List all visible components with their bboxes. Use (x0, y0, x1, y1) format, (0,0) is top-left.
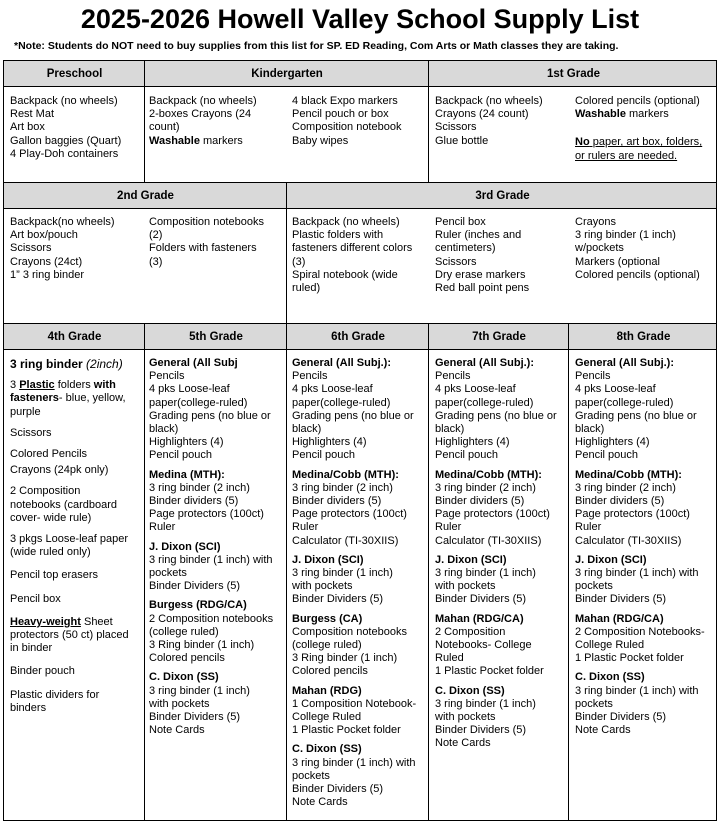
header-3rd-grade: 3rd Grade (287, 182, 717, 209)
list-item (575, 108, 715, 121)
list-item: 3 ring binder (1 inch) (435, 567, 536, 580)
list-item: 3 ring binder (1 inch) (149, 684, 250, 697)
list-item: Dry erase markers (435, 268, 526, 281)
grade7-list (435, 357, 567, 751)
emphasis: Washable (149, 134, 200, 147)
list-item: with pockets (435, 580, 496, 593)
list-item: Pencil pouch (435, 449, 498, 462)
list-item: Binder dividers (5) (575, 495, 665, 508)
list-item: Crayons (24pk only) (10, 464, 109, 477)
spacer (10, 559, 142, 569)
emphasis: Plastic (19, 379, 55, 392)
list-item: Backpack (no wheels) (10, 95, 118, 107)
page-title: 2025-2026 Howell Valley School Supply List (80, 4, 640, 34)
item-text: Sheet (80, 615, 113, 628)
list-item: Highlighters (4) (149, 436, 224, 449)
list-item: Pencils (149, 370, 185, 383)
item-text: paper, art box, folders, (589, 136, 703, 149)
list-item: notebooks (cardboard (10, 498, 118, 511)
list-item: Highlighters (4) (575, 436, 650, 449)
list-item: Ruler (575, 521, 602, 534)
list-item: 3 ring binder (1 inch) with (575, 684, 699, 697)
list-item: Note Cards (575, 724, 631, 737)
list-item: purple (10, 405, 41, 418)
spacer (10, 606, 142, 616)
list-item: protectors (50 ct) placed (10, 629, 129, 642)
item-text: folders (54, 379, 94, 392)
divider (286, 182, 287, 323)
list-item: 1” 3 ring binder (10, 268, 84, 281)
list-item: Pencil pouch (292, 449, 355, 462)
divider (428, 61, 429, 182)
list-item (10, 616, 142, 629)
list-item: 1 Composition Notebook- (292, 697, 417, 710)
emphasis: fasteners (10, 392, 59, 405)
section-heading: Medina/Cobb (MTH): (292, 468, 399, 481)
list-item: Crayons (575, 216, 616, 228)
item-text: 3 (10, 379, 20, 392)
list-item: Binder dividers (5) (292, 495, 382, 508)
list-item: Ruled (435, 652, 464, 665)
list-item: pockets (575, 697, 613, 710)
list-item: 4 pks Loose-leaf (292, 383, 373, 396)
list-item: Binder Dividers (5) (435, 593, 527, 606)
list-item: count) (149, 121, 180, 134)
divider (568, 323, 569, 821)
list-item: Scissors (435, 255, 477, 268)
list-item: Notebooks- College (435, 639, 532, 652)
list-item: 1 Plastic Pocket folder (292, 724, 401, 737)
list-item: Colored Pencils (10, 448, 88, 461)
item-text: (2inch) (82, 357, 123, 371)
list-item: 3 Ring binder (1 inch) (292, 652, 398, 665)
list-item: Rest Mat (10, 108, 55, 121)
list-item: Markers (optional (575, 255, 660, 268)
preschool-list (10, 95, 140, 161)
list-item: 1 Plastic Pocket folder (575, 652, 684, 665)
list-item: 3 ring binder (1 inch) with (575, 567, 699, 580)
list-item (575, 136, 715, 149)
list-item: Page protectors (100ct) (435, 508, 550, 521)
section-heading: J. Dixon (SCI) (149, 540, 221, 553)
list-item: Binder Dividers (5) (575, 711, 667, 724)
section-heading: C. Dixon (SS) (575, 671, 645, 684)
list-item: Ruler (149, 521, 176, 534)
list-item: pockets (149, 567, 187, 580)
list-item: (2) (149, 229, 163, 242)
supply-table (3, 60, 717, 821)
list-item: 3 ring binder (2 inch) (292, 481, 393, 494)
list-item: Folders with fasteners (149, 242, 257, 255)
list-item: (3) (149, 255, 163, 268)
header-preschool: Preschool (4, 61, 145, 87)
list-item: Binder pouch (10, 665, 75, 678)
list-item (10, 358, 142, 371)
item-text: markers (625, 108, 669, 121)
header-2nd-grade: 2nd Grade (4, 182, 287, 209)
list-item: Spiral notebook (wide (292, 268, 398, 281)
list-item (149, 135, 289, 148)
list-item: black) (435, 423, 465, 436)
list-item: 2 Composition notebooks (149, 612, 274, 625)
list-item: Note Cards (435, 737, 491, 750)
list-item: Calculator (TI-30XIIS) (435, 534, 542, 547)
list-item: 3 ring binder (2 inch) (149, 481, 250, 494)
list-item: black) (575, 423, 605, 436)
list-item: Gallon baggies (Quart) (10, 134, 122, 147)
header-1st-grade: 1st Grade (429, 61, 717, 87)
item-text: markers (199, 134, 243, 147)
list-item: Plastic dividers for (10, 688, 100, 701)
list-item: Binder Dividers (5) (435, 724, 527, 737)
list-item: Page protectors (100ct) (149, 508, 264, 521)
list-item: Art box (10, 121, 45, 134)
list-item: Ruler (435, 521, 462, 534)
list-item: Colored pencils (292, 665, 368, 678)
emphasis: No (575, 136, 590, 149)
section-heading: General (All Subj.): (435, 357, 535, 369)
list-item: centimeters) (435, 242, 496, 255)
divider (144, 61, 145, 182)
list-item: Pencils (575, 370, 611, 383)
list-item: Backpack (no wheels) (149, 95, 257, 107)
list-item: 2 Composition Notebooks- (575, 625, 705, 638)
header-8th-grade: 8th Grade (569, 323, 717, 350)
list-item: Scissors (10, 426, 52, 439)
section-heading: J. Dixon (SCI) (292, 553, 364, 566)
spacer (10, 583, 142, 593)
list-item: College Ruled (575, 639, 645, 652)
item-text: - blue, yellow, (58, 392, 126, 405)
list-item: Binder dividers (5) (149, 495, 239, 508)
kindergarten-list-1 (149, 95, 289, 148)
list-item: Pencil top erasers (10, 569, 99, 582)
list-item: Pencil box (435, 216, 486, 228)
section-heading: J. Dixon (SCI) (435, 553, 507, 566)
list-item: (wide ruled only) (10, 546, 91, 559)
list-item: w/pockets (575, 242, 624, 255)
list-item: paper(college-ruled) (575, 396, 674, 409)
list-item: Red ball point pens (435, 282, 530, 295)
list-item: 4 pks Loose-leaf (575, 383, 656, 396)
section-heading: Burgess (CA) (292, 612, 363, 625)
list-item: 1 Plastic Pocket folder (435, 665, 544, 678)
header-5th-grade: 5th Grade (145, 323, 287, 350)
list-item: Plastic folders with (292, 229, 384, 242)
list-item: pockets (575, 580, 613, 593)
list-item: 2-boxes Crayons (24 (149, 108, 252, 121)
list-item: 3 ring binder (2 inch) (435, 481, 536, 494)
list-item: Page protectors (100ct) (292, 508, 407, 521)
section-heading: C. Dixon (SS) (435, 684, 505, 697)
grade1-list-1 (435, 95, 570, 148)
list-item: Binder dividers (5) (435, 495, 525, 508)
emphasis: with (93, 379, 116, 392)
list-item: Calculator (TI-30XIIS) (292, 534, 399, 547)
list-item: black) (292, 423, 322, 436)
list-item: Composition notebook (292, 121, 402, 134)
list-item: Binder Dividers (5) (149, 711, 241, 724)
section-heading: Mahan (RDG) (292, 684, 362, 697)
grade5-list (149, 357, 284, 737)
list-item: Highlighters (4) (435, 436, 510, 449)
list-item: Scissors (435, 121, 477, 134)
grade2-list-1 (10, 216, 140, 282)
section-heading: Medina (MTH): (149, 468, 225, 481)
list-item: Scissors (10, 242, 52, 255)
list-item: 3 ring binder (1 inch) with (149, 553, 273, 566)
list-item: paper(college-ruled) (435, 396, 534, 409)
spacer (10, 440, 142, 448)
header-4th-grade: 4th Grade (4, 323, 145, 350)
list-item: Glue bottle (435, 134, 489, 147)
list-item: 3 pkgs Loose-leaf paper (10, 533, 129, 546)
list-item: Grading pens (no blue or (575, 409, 697, 422)
list-item: (college ruled) (149, 625, 219, 638)
header-7th-grade: 7th Grade (429, 323, 569, 350)
section-heading: General (All Subj.): (575, 357, 675, 369)
list-item: with pockets (435, 711, 496, 724)
list-item: Calculator (TI-30XIIS) (575, 534, 682, 547)
divider (286, 323, 287, 821)
list-item: Binder Dividers (5) (292, 783, 384, 796)
grade3-list-2 (435, 216, 570, 295)
header-6th-grade: 6th Grade (287, 323, 429, 350)
spacer (575, 121, 715, 136)
spacer (10, 679, 142, 689)
section-heading: Mahan (RDG/CA) (575, 612, 664, 625)
section-heading: General (All Subj.): (292, 357, 392, 369)
list-item: Art box/pouch (10, 229, 78, 242)
list-item: Backpack (no wheels) (435, 95, 543, 107)
list-item (10, 392, 142, 405)
list-item: 3 Ring binder (1 inch) (149, 639, 255, 652)
list-item: Grading pens (no blue or (435, 409, 557, 422)
list-item: Highlighters (4) (292, 436, 367, 449)
list-item: Composition notebooks (292, 625, 407, 638)
list-item: Crayons (24 count) (435, 108, 529, 121)
list-item (10, 379, 142, 392)
list-item: Note Cards (149, 724, 205, 737)
grade2-list-2 (149, 216, 284, 269)
spacer (10, 655, 142, 665)
list-item: Page protectors (100ct) (575, 508, 690, 521)
section-heading: General (All Subj (149, 357, 238, 369)
section-heading: Burgess (RDG/CA) (149, 599, 247, 612)
grade8-list (575, 357, 715, 737)
grade4-list (10, 358, 142, 715)
list-item: (college ruled) (292, 639, 362, 652)
list-item: in binder (10, 642, 53, 655)
list-item: Crayons (24ct) (10, 255, 83, 268)
grade1-list-2 (575, 95, 715, 163)
grade6-list (292, 357, 427, 810)
header-kindergarten: Kindergarten (145, 61, 429, 87)
list-item: 4 Play-Doh containers (10, 147, 119, 160)
list-item: with pockets (292, 580, 353, 593)
list-item: Colored pencils (optional) (575, 95, 700, 107)
divider (428, 323, 429, 821)
list-item: Binder Dividers (5) (575, 593, 667, 606)
list-item: cover- wide rule) (10, 511, 92, 524)
section-heading: Mahan (RDG/CA) (435, 612, 524, 625)
list-item: 3 ring binder (2 inch) (575, 481, 676, 494)
emphasis: Washable (575, 108, 626, 121)
divider (144, 323, 145, 821)
list-item: Pencil pouch (575, 449, 638, 462)
section-heading: C. Dixon (SS) (292, 743, 362, 756)
kindergarten-list-2 (292, 95, 427, 148)
list-item: Ruler (292, 521, 319, 534)
list-item: 3 ring binder (1 inch) with (292, 756, 416, 769)
section-heading: C. Dixon (SS) (149, 671, 219, 684)
list-item: Pencil box (10, 592, 61, 605)
list-item: Binder Dividers (5) (292, 593, 384, 606)
list-item: pockets (292, 769, 330, 782)
spacer (10, 419, 142, 427)
list-item: Grading pens (no blue or (292, 409, 414, 422)
list-item: 3 ring binder (1 inch) (435, 697, 536, 710)
list-item: 4 black Expo markers (292, 95, 398, 107)
emphasis: 3 ring binder (10, 357, 83, 371)
list-item: 4 pks Loose-leaf (149, 383, 230, 396)
list-item: Backpack (no wheels) (292, 216, 400, 228)
list-item: Backpack(no wheels) (10, 216, 115, 228)
list-item: Composition notebooks (149, 216, 264, 228)
section-heading: J. Dixon (SCI) (575, 553, 647, 566)
list-item: paper(college-ruled) (149, 396, 248, 409)
list-item: Colored pencils (149, 652, 225, 665)
list-item: 2 Composition (435, 625, 506, 638)
list-item: Pencils (435, 370, 471, 383)
list-item: College Ruled (292, 711, 362, 724)
list-item: (3) (292, 255, 306, 268)
list-item: Colored pencils (optional) (575, 268, 700, 281)
spacer (10, 525, 142, 533)
section-heading: Medina/Cobb (MTH): (575, 468, 682, 481)
grade3-list-1 (292, 216, 427, 295)
list-item: Binder Dividers (5) (149, 580, 241, 593)
list-item: black) (149, 423, 179, 436)
list-item: Note Cards (292, 796, 348, 809)
list-item: 2 Composition (10, 485, 81, 498)
list-item: Pencil pouch or box (292, 108, 389, 121)
note-text: *Note: Students do NOT need to buy supplies from this list for SP. ED Reading, Com Arts or Math classes they are taking. (14, 40, 619, 52)
list-item: fasteners different colors (292, 242, 413, 255)
list-item: 4 pks Loose-leaf (435, 383, 516, 396)
list-item: Baby wipes (292, 134, 349, 147)
list-item: ruled) (292, 282, 321, 295)
list-item: Pencil pouch (149, 449, 212, 462)
list-item: or rulers are needed. (575, 149, 678, 162)
list-item: Grading pens (no blue or (149, 409, 271, 422)
spacer (10, 371, 142, 379)
list-item: Pencils (292, 370, 328, 383)
list-item: binders (10, 701, 47, 714)
section-heading: Medina/Cobb (MTH): (435, 468, 542, 481)
list-item: Ruler (inches and (435, 229, 522, 242)
spacer (10, 477, 142, 485)
list-item: 3 ring binder (1 inch) (292, 567, 393, 580)
grade3-list-3 (575, 216, 715, 282)
list-item: paper(college-ruled) (292, 396, 391, 409)
list-item: with pockets (149, 697, 210, 710)
emphasis: Heavy-weight (10, 615, 81, 628)
list-item: 3 ring binder (1 inch) (575, 229, 676, 242)
